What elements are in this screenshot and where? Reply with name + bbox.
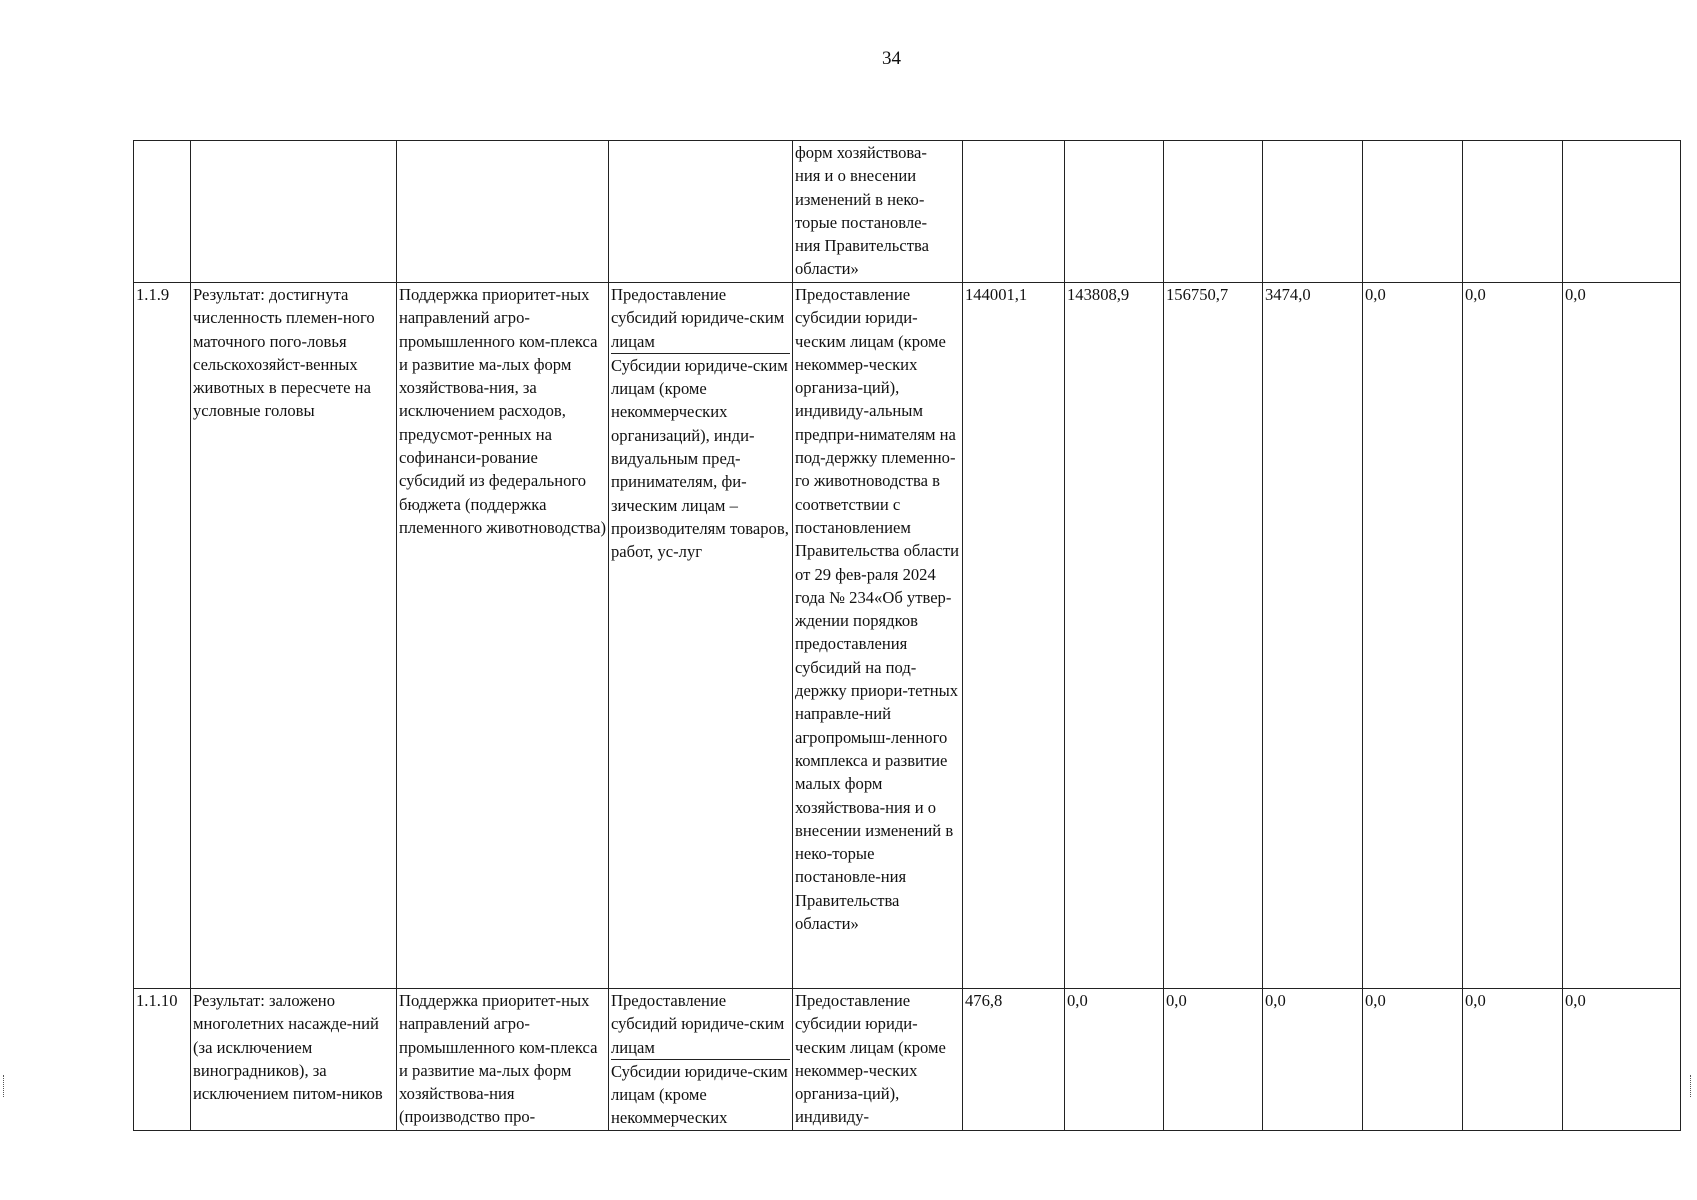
value-cell: 0,0 bbox=[1263, 989, 1363, 1131]
result-cell: Результат: достигнута численность племен-ного маточного пого-ловья сельскохозяйст-венных животных в пересчете на условные головы bbox=[191, 283, 397, 989]
table-cell bbox=[963, 141, 1065, 283]
scan-edge-mark bbox=[1690, 1075, 1693, 1097]
table-cell bbox=[1563, 141, 1681, 283]
measure-type-cell bbox=[609, 989, 793, 1131]
table-cell bbox=[397, 141, 609, 283]
row-number: 1.1.10 bbox=[134, 989, 191, 1131]
value-cell: 0,0 bbox=[1065, 989, 1164, 1131]
table-cell bbox=[1263, 141, 1363, 283]
description-cell: Предоставление субсидии юриди-ческим лицам (кроме некоммер-ческих организа-ций), индивиду-альным предпри-нимателям на под-держку племенно-го животноводства в соответствии с постановлением Правительства области от 29 фев-раля 2024 года № 234«Об утвер-ждении порядков предоставления субсидий на под-держку приори-тетных направле-ний агропромыш-ленного комплекса и развитие малых форм хозяйствова-ния и о внесении изменений в неко-торые постановле-ния Правительства области» bbox=[793, 283, 963, 989]
value-cell: 0,0 bbox=[1363, 283, 1463, 989]
result-cell: Результат: заложено многолетних насажде-ний (за исключением виноградников), за исключением питом-ников bbox=[191, 989, 397, 1131]
value-cell: 0,0 bbox=[1563, 283, 1681, 989]
table-cell bbox=[191, 141, 397, 283]
scan-edge-mark bbox=[3, 1075, 6, 1097]
table-cell bbox=[1463, 141, 1563, 283]
value-cell: 476,8 bbox=[963, 989, 1065, 1131]
value-cell: 143808,9 bbox=[1065, 283, 1164, 989]
value-cell: 0,0 bbox=[1463, 283, 1563, 989]
table-cell bbox=[134, 141, 191, 283]
measure-type-top: Предоставление субсидий юридиче-ским лицам bbox=[611, 989, 790, 1060]
value-cell: 0,0 bbox=[1563, 989, 1681, 1131]
table-row bbox=[134, 283, 1681, 989]
table-cell bbox=[609, 141, 793, 283]
table-cell bbox=[1065, 141, 1164, 283]
direction-cell: Поддержка приоритет-ных направлений агро-промышленного ком-плекса и развитие ма-лых форм хозяйствова-ния (производство про- bbox=[397, 989, 609, 1131]
table-cell-description: форм хозяйствова- ния и о внесении изменений в неко- торые постановле- ния Правительства области» bbox=[793, 141, 963, 283]
measure-type-top: Предоставление субсидий юридиче-ским лицам bbox=[611, 283, 790, 354]
measure-type-bottom: Субсидии юридиче-ским лицам (кроме некоммерческих bbox=[611, 1061, 788, 1128]
measure-type-cell bbox=[609, 283, 793, 989]
table-row-continuation bbox=[134, 141, 1681, 283]
value-cell: 0,0 bbox=[1363, 989, 1463, 1131]
description-cell: Предоставление субсидии юриди-ческим лицам (кроме некоммер-ческих организа-ций), индивиду- bbox=[793, 989, 963, 1131]
row-number: 1.1.9 bbox=[134, 283, 191, 989]
measure-type-bottom: Субсидии юридиче-ским лицам (кроме некоммерческих организаций), инди-видуальным пред-принимателям, фи-зическим лицам – производителям товаров, работ, ус-луг bbox=[611, 355, 789, 562]
value-cell: 156750,7 bbox=[1164, 283, 1263, 989]
table-cell bbox=[1164, 141, 1263, 283]
direction-cell: Поддержка приоритет-ных направлений агро-промышленного ком-плекса и развитие ма-лых форм хозяйствова-ния, за исключением расходов, предусмот-ренных на софинанси-рование субсидий из федерального бюджета (поддержка племенного животноводства) bbox=[397, 283, 609, 989]
page-number: 34 bbox=[882, 48, 901, 69]
value-cell: 0,0 bbox=[1164, 989, 1263, 1131]
value-cell: 144001,1 bbox=[963, 283, 1065, 989]
table-cell bbox=[1363, 141, 1463, 283]
value-cell: 3474,0 bbox=[1263, 283, 1363, 989]
program-table bbox=[133, 140, 1681, 1131]
table-row bbox=[134, 989, 1681, 1131]
value-cell: 0,0 bbox=[1463, 989, 1563, 1131]
